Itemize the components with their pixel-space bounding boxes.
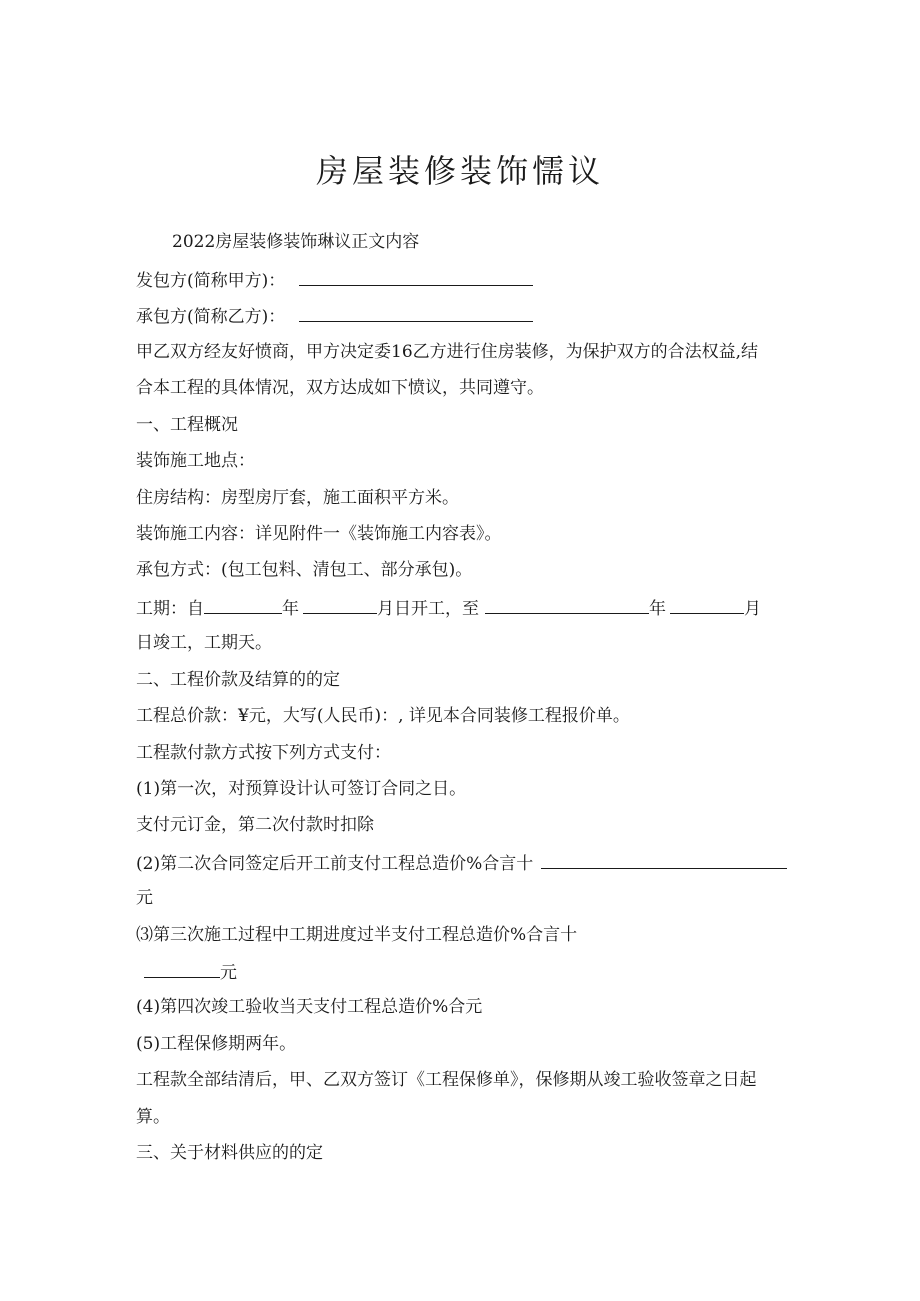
payment-2-blank xyxy=(541,850,787,869)
construction-location: 装饰施工地点： xyxy=(136,451,255,471)
end-month-blank xyxy=(670,595,744,614)
subtitle: 2022房屋装修装饰琳议正文内容 xyxy=(172,232,420,252)
section-1-heading: 一、工程概况 xyxy=(136,415,238,435)
warranty-line-1: 工程款全部结清后，甲、乙双方签订《工程保修单》，保修期从竣工验收签章之日起 xyxy=(136,1070,757,1090)
document-title: 房屋装修装饰懦议 xyxy=(315,152,604,190)
total-price: 工程总价款：¥元，大写(人民币)：, 详见本合同装修工程报价单。 xyxy=(136,706,630,726)
payment-5: (5)工程保修期两年。 xyxy=(136,1034,297,1054)
payment-2: (2)第二次合同签定后开工前支付工程总造价%合言十 xyxy=(136,854,534,874)
period-prefix: 工期：自 xyxy=(136,599,204,619)
payment-3: ⑶第三次施工过程中工期进度过半支付工程总造价%合言十 xyxy=(136,925,578,945)
payment-intro: 工程款付款方式按下列方式支付： xyxy=(136,743,391,763)
construction-content: 装饰施工内容：详见附件一《装饰施工内容表》。 xyxy=(136,524,502,544)
payment-4: (4)第四次竣工验收当天支付工程总造价%合元 xyxy=(136,997,483,1017)
period-end: 日竣工，工期天。 xyxy=(136,633,272,653)
payment-2-unit: 元 xyxy=(136,888,153,908)
start-month-blank xyxy=(303,595,377,614)
warranty-line-2: 算。 xyxy=(136,1107,170,1127)
party-b-blank xyxy=(299,303,533,322)
section-2-heading: 二、工程价款及结算的的定 xyxy=(136,670,340,690)
start-year-blank xyxy=(204,595,282,614)
payment-3-line xyxy=(136,959,237,985)
intro-line-1: 甲乙双方经友好愤商，甲方决定委16乙方进行住房装修，为保护双方的合法权益,结 xyxy=(136,342,759,362)
party-b-line xyxy=(136,303,533,329)
payment-2-line xyxy=(136,850,787,876)
intro-line-2: 合本工程的具体情况，双方达成如下愤议，共同遵守。 xyxy=(136,378,544,398)
end-year-blank xyxy=(485,595,649,614)
payment-3-blank xyxy=(144,959,220,978)
payment-1: (1)第一次，对预算设计认可签订合同之日。 xyxy=(136,779,467,799)
payment-1-continued: 支付元订金，第二次付款时扣除 xyxy=(136,815,374,835)
party-b-label: 承包方(简称乙方)： xyxy=(136,307,286,327)
contract-method: 承包方式：(包工包料、清包工、部分承包)。 xyxy=(136,560,473,580)
party-a-label: 发包方(简称甲方)： xyxy=(136,271,286,291)
construction-period-line xyxy=(136,595,761,621)
period-month-2: 月 xyxy=(744,599,761,619)
period-mid: 月日开工，至 xyxy=(377,599,479,619)
house-structure: 住房结构：房型房厅套，施工面积平方米。 xyxy=(136,488,459,508)
payment-3-unit: 元 xyxy=(220,963,237,983)
party-a-blank xyxy=(299,267,533,286)
period-year-1: 年 xyxy=(282,599,299,619)
section-3-heading: 三、关于材料供应的的定 xyxy=(136,1143,323,1163)
party-a-line xyxy=(136,267,533,293)
period-year-2: 年 xyxy=(649,599,666,619)
